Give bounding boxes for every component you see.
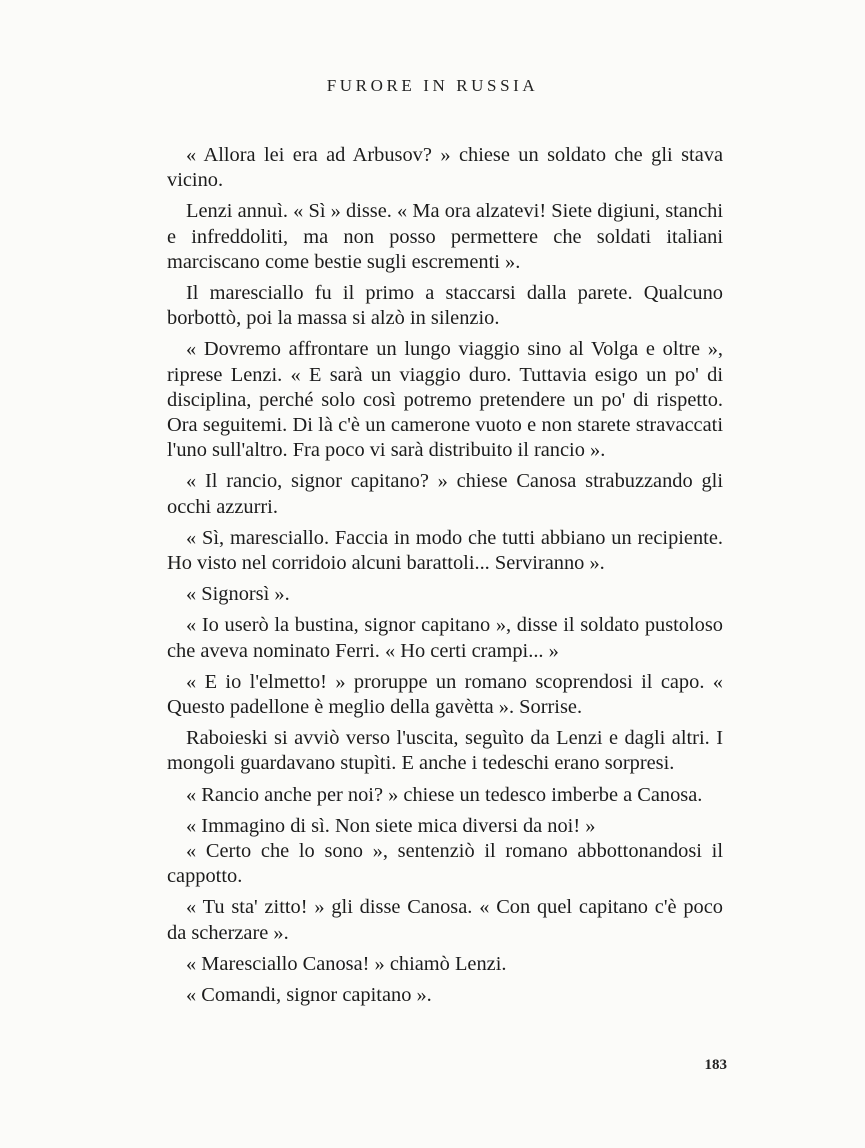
paragraph: « Allora lei era ad Arbusov? » chiese un soldato che gli stava vicino. xyxy=(167,144,723,192)
paragraph: « Immagino di sì. Non siete mica diversi da noi! » xyxy=(186,814,596,837)
paragraph: Il maresciallo fu il primo a staccarsi dalla parete. Qualcuno borbottò, poi la massa si alzò in silenzio. xyxy=(167,282,723,330)
running-title: FURORE IN RUSSIA xyxy=(326,76,539,95)
paragraph: « Dovremo affrontare un lungo viaggio sino al Volga e oltre », riprese Lenzi. « E sarà un viaggio duro. Tuttavia esigo un po' di disciplina, perché solo così potremo pretendere un po' di rispetto. Ora seguitemi. Di là c'è un camerone vuoto e non starete stravaccati l'uno sull'altro. Fra poco vi sarà distribuito il rancio ». xyxy=(167,338,723,462)
paragraph: « Sì, maresciallo. Faccia in modo che tutti abbiano un recipiente. Ho visto nel corridoio alcuni barattoli... Serviranno ». xyxy=(167,526,723,575)
paragraph: Lenzi annuì. « Sì » disse. « Ma ora alzatevi! Siete digiuni, stanchi e infreddoliti, ma non posso permettere che soldati italiani marciscano come bestie sugli escrementi ». xyxy=(167,200,723,273)
paragraph: « E io l'elmetto! » proruppe un romano scoprendosi il capo. « Questo padellone è meglio della gavètta ». Sorrise. xyxy=(167,670,723,719)
paragraph: « Rancio anche per noi? » chiese un tedesco imberbe a Canosa. xyxy=(186,783,703,806)
paragraph: « Maresciallo Canosa! » chiamò Lenzi. xyxy=(186,952,507,975)
paragraph: « Tu sta' zitto! » gli disse Canosa. « Con quel capitano c'è poco da scherzare ». xyxy=(167,896,723,944)
page-number: 183 xyxy=(704,1057,727,1073)
body-text xyxy=(167,143,723,1014)
paragraph: « Il rancio, signor capitano? » chiese Canosa strabuzzando gli occhi azzurri. xyxy=(167,470,723,518)
paragraph: « Signorsì ». xyxy=(186,583,290,606)
paragraph: « Io userò la bustina, signor capitano », disse il soldato pustoloso che aveva nominato Ferri. « Ho certi crampi... » xyxy=(167,614,723,662)
paragraph: « Comandi, signor capitano ». xyxy=(186,984,432,1007)
paragraph: « Certo che lo sono », sentenziò il romano abbottonandosi il cappotto. xyxy=(167,840,723,888)
paragraph: Raboieski si avviò verso l'uscita, seguìto da Lenzi e dagli altri. I mongoli guardavano stupìti. E anche i tedeschi erano sorpresi. xyxy=(167,727,723,775)
